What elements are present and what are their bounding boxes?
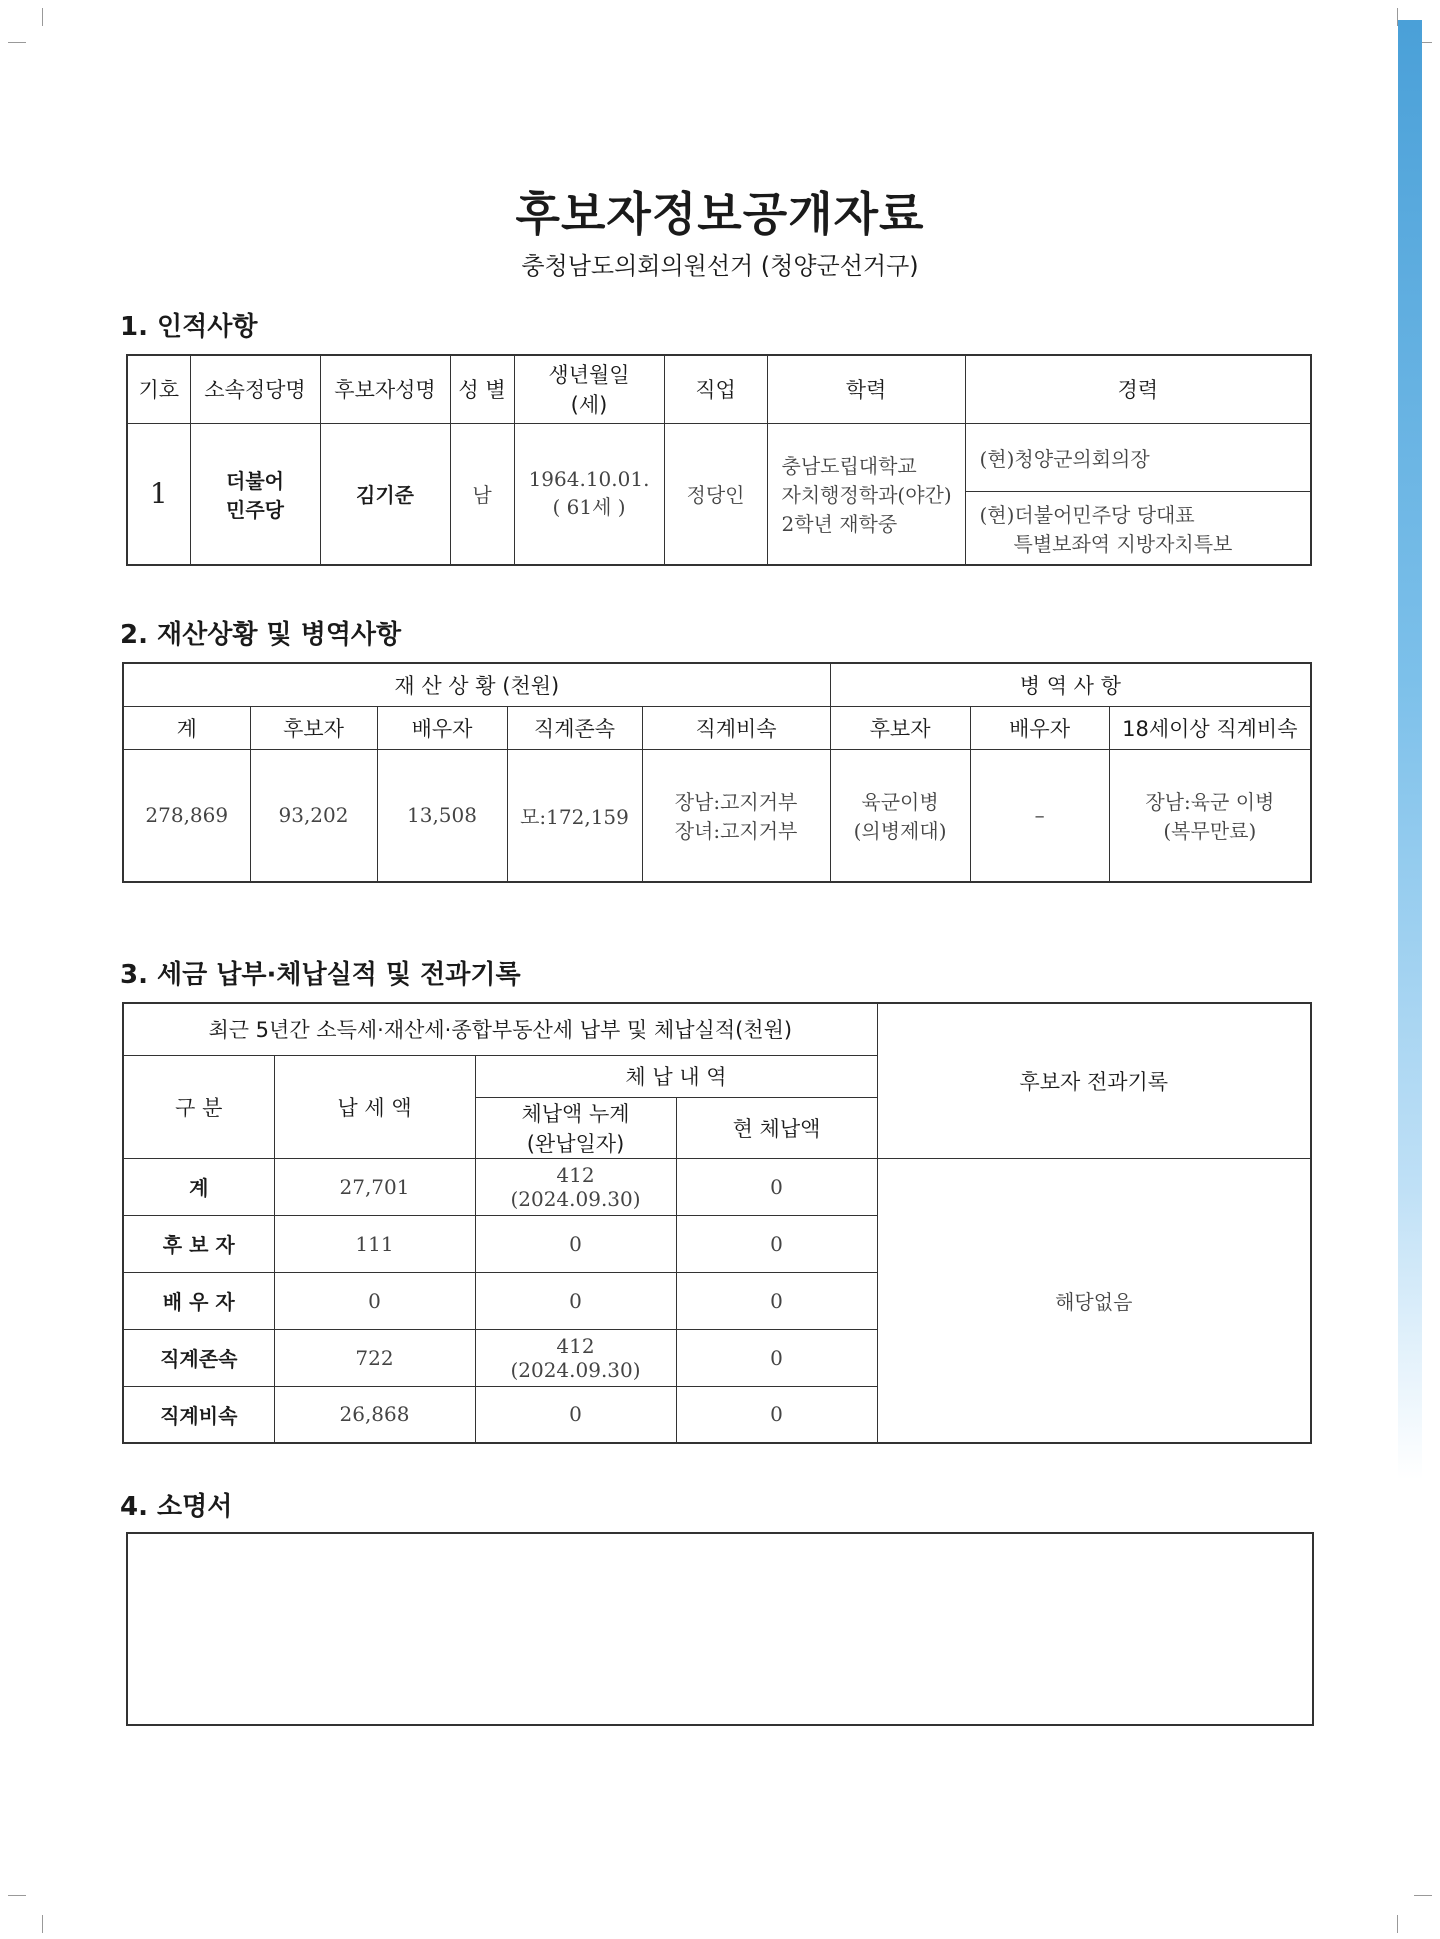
crop-mark <box>8 1895 26 1896</box>
property-group-header: 재 산 상 황 (천원) <box>123 663 830 706</box>
header-birthdate: 생년월일 (세) <box>514 355 664 423</box>
asset-descendant: 장남:고지거부 장녀:고지거부 <box>642 749 830 882</box>
candidate-name: 김기준 <box>320 423 450 565</box>
header-candidate: 후보자 <box>250 706 377 749</box>
career-item-1: (현)청양군의회의장 <box>965 423 1311 491</box>
party-name: 더불어 민주당 <box>190 423 320 565</box>
tax-row-arrears-cumulative: 0 <box>475 1272 676 1329</box>
header-arrears-group: 체 납 내 역 <box>475 1055 877 1097</box>
tax-row-arrears-current: 0 <box>676 1215 877 1272</box>
tax-row-paid: 0 <box>274 1272 475 1329</box>
crop-mark <box>1414 1895 1432 1896</box>
tax-row-arrears-current: 0 <box>676 1386 877 1443</box>
crop-mark <box>42 1915 43 1933</box>
header-total: 계 <box>123 706 250 749</box>
career-item-2: (현)더불어민주당 당대표 특별보좌역 지방자치특보 <box>965 491 1311 565</box>
candidate-education: 충남도립대학교 자치행정학과(야간) 2학년 재학중 <box>767 423 965 565</box>
tax-row-label: 배 우 자 <box>123 1272 274 1329</box>
asset-total: 278,869 <box>123 749 250 882</box>
tax-row-arrears-current: 0 <box>676 1158 877 1215</box>
page-title: 후보자정보공개자료 <box>515 187 925 241</box>
tax-row-label: 직계존속 <box>123 1329 274 1386</box>
asset-spouse: 13,508 <box>377 749 507 882</box>
section-heading-personal: 1. 인적사항 <box>120 312 258 342</box>
header-military-candidate: 후보자 <box>830 706 970 749</box>
crop-mark <box>42 8 43 26</box>
personal-info-table <box>126 354 1312 566</box>
asset-ascendant: 모:172,159 <box>507 749 642 882</box>
header-party: 소속정당명 <box>190 355 320 423</box>
tax-row-label: 후 보 자 <box>123 1215 274 1272</box>
criminal-record-value: 해당없음 <box>877 1158 1311 1443</box>
tax-row-arrears-cumulative: 0 <box>475 1386 676 1443</box>
header-name: 후보자성명 <box>320 355 450 423</box>
header-tax-paid: 납 세 액 <box>274 1055 475 1158</box>
candidate-number: 1 <box>127 423 190 565</box>
crop-mark <box>8 42 26 43</box>
military-descendant: 장남:육군 이병 (복무만료) <box>1109 749 1311 882</box>
tax-group-header: 최근 5년간 소득세·재산세·종합부동산세 납부 및 체납실적(천원) <box>123 1003 877 1055</box>
assets-military-table <box>122 662 1312 883</box>
page-subtitle: 충청남도의회의원선거 (청양군선거구) <box>521 252 919 280</box>
header-ascendant: 직계존속 <box>507 706 642 749</box>
tax-record-table <box>122 1002 1312 1444</box>
header-number: 기호 <box>127 355 190 423</box>
tax-row-paid: 27,701 <box>274 1158 475 1215</box>
statement-box <box>126 1532 1314 1726</box>
criminal-record-header: 후보자 전과기록 <box>877 1003 1311 1158</box>
header-career: 경력 <box>965 355 1311 423</box>
military-candidate: 육군이병 (의병제대) <box>830 749 970 882</box>
tax-row-arrears-cumulative: 412 (2024.09.30) <box>475 1329 676 1386</box>
header-military-spouse: 배우자 <box>970 706 1109 749</box>
header-category: 구 분 <box>123 1055 274 1158</box>
section-heading-statement: 4. 소명서 <box>120 1492 233 1522</box>
header-education: 학력 <box>767 355 965 423</box>
candidate-birthdate: 1964.10.01. ( 61세 ) <box>514 423 664 565</box>
tax-row-label: 직계비속 <box>123 1386 274 1443</box>
candidate-gender: 남 <box>450 423 514 565</box>
header-descendant: 직계비속 <box>642 706 830 749</box>
header-spouse: 배우자 <box>377 706 507 749</box>
header-occupation: 직업 <box>664 355 767 423</box>
tax-row-label: 계 <box>123 1158 274 1215</box>
tax-row-paid: 111 <box>274 1215 475 1272</box>
tax-row-arrears-cumulative: 0 <box>475 1215 676 1272</box>
tax-row-arrears-current: 0 <box>676 1272 877 1329</box>
section-heading-tax: 3. 세금 납부·체납실적 및 전과기록 <box>120 960 521 990</box>
tax-row-arrears-current: 0 <box>676 1329 877 1386</box>
tax-row-arrears-cumulative: 412 (2024.09.30) <box>475 1158 676 1215</box>
header-gender: 성 별 <box>450 355 514 423</box>
section-heading-assets: 2. 재산상황 및 병역사항 <box>120 620 402 650</box>
header-arrears-current: 현 체납액 <box>676 1097 877 1158</box>
military-group-header: 병 역 사 항 <box>830 663 1311 706</box>
header-military-descendant: 18세이상 직계비속 <box>1109 706 1311 749</box>
tax-row-paid: 26,868 <box>274 1386 475 1443</box>
crop-mark <box>1397 1915 1398 1933</box>
header-arrears-cumulative: 체납액 누계 (완납일자) <box>475 1097 676 1158</box>
candidate-occupation: 정당인 <box>664 423 767 565</box>
military-spouse: – <box>970 749 1109 882</box>
asset-candidate: 93,202 <box>250 749 377 882</box>
tax-row-paid: 722 <box>274 1329 475 1386</box>
